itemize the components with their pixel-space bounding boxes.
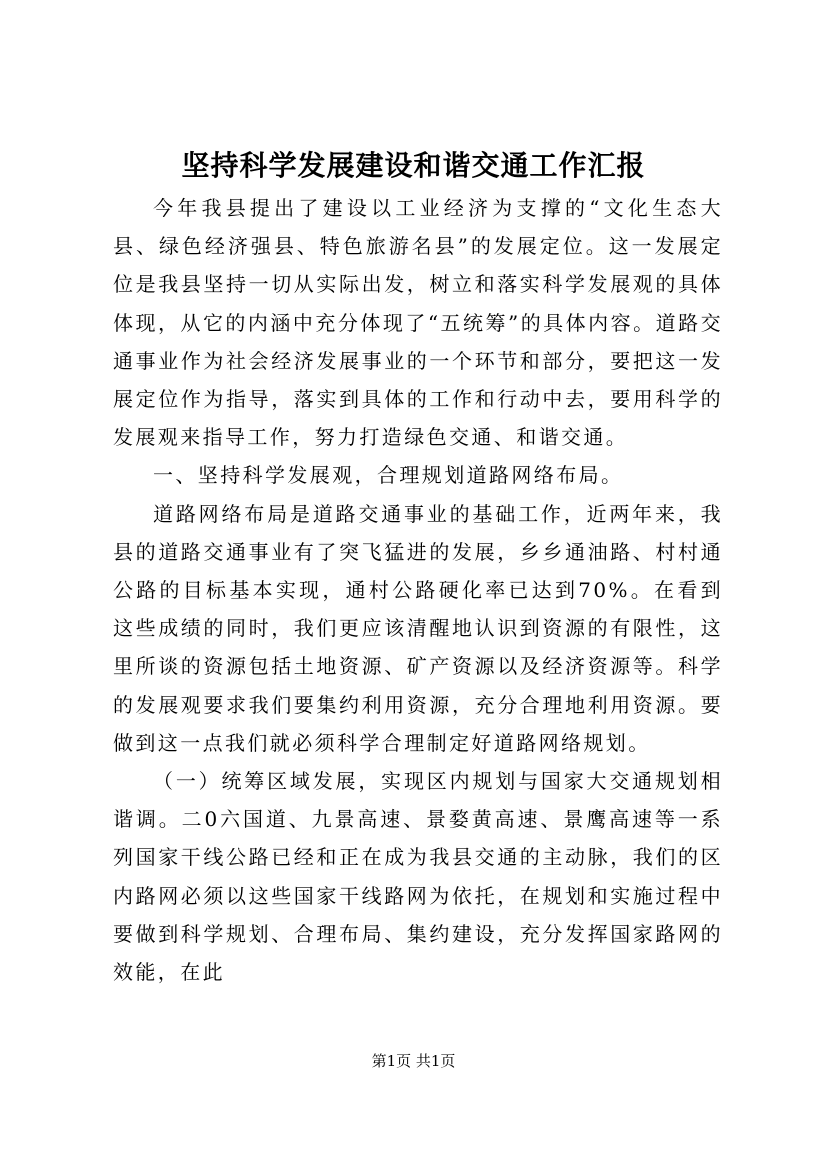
document-body [113, 189, 723, 991]
page-footer: 第1页 共1页 [371, 1052, 456, 1070]
document-title: 坚持科学发展建设和谐交通工作汇报 [181, 149, 646, 182]
section-heading-1: 一、坚持科学发展观，合理规划道路网络布局。 [153, 463, 624, 488]
paragraph-road-network: 道路网络布局是道路交通事业的基础工作，近两年来，我县的道路交通事业有了突飞猛进的发展，乡乡通油路、村村通公路的目标基本实现，通村公路硬化率已达到70%。在看到这些成绩的同时，我们更应该清醒地认识到资源的有限性，这里所谈的资源包括土地资源、矿产资源以及经济资源等。科学的发展观要求我们要集约利用资源，充分合理地利用资源。要做到这一点我们就必须科学合理制定好道路网络规划。 [113, 501, 723, 755]
paragraph-regional-development: （一）统筹区域发展，实现区内规划与国家大交通规划相谐调。二0六国道、九景高速、景婺黄高速、景鹰高速等一系列国家干线公路已经和正在成为我县交通的主动脉，我们的区内路网必须以这些国家干线路网为依托，在规划和实施过程中要做到科学规划、合理布局、集约建设，充分发挥国家路网的效能，在此 [113, 769, 723, 985]
paragraph-intro: 今年我县提出了建设以工业经济为支撑的“文化生态大县、绿色经济强县、特色旅游名县”的发展定位。这一发展定位是我县坚持一切从实际出发，树立和落实科学发展观的具体体现，从它的内涵中充分体现了“五统筹”的具体内容。道路交通事业作为社会经济发展事业的一个环节和部分，要把这一发展定位作为指导，落实到具体的工作和行动中去，要用科学的发展观来指导工作，努力打造绿色交通、和谐交通。 [113, 196, 723, 450]
